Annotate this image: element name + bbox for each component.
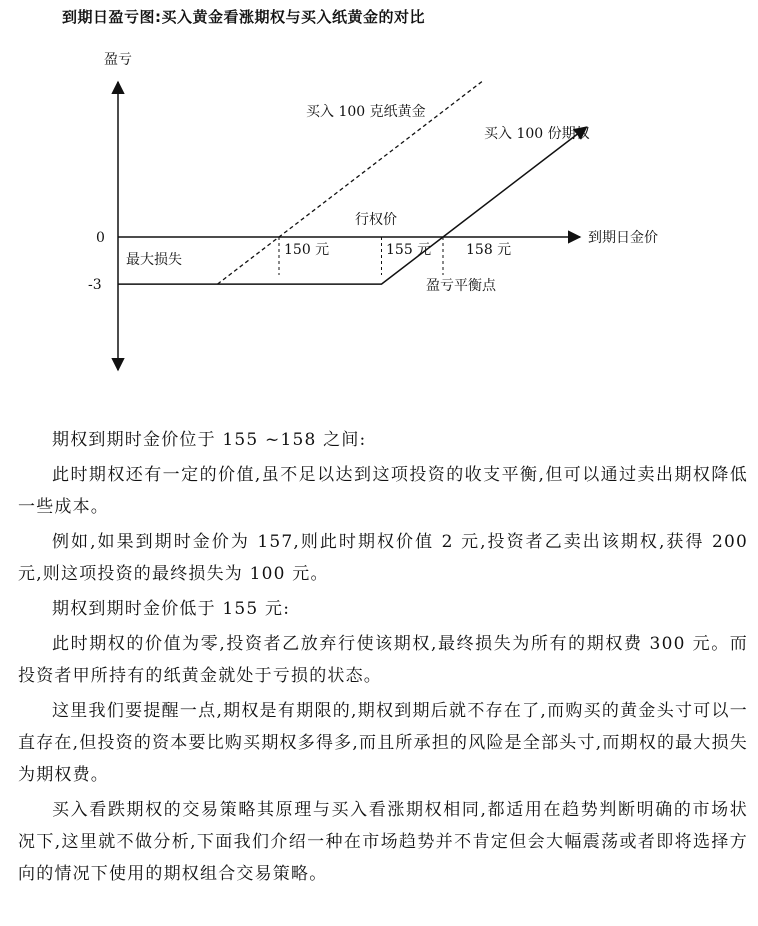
y-tick-zero: 0 xyxy=(96,230,105,246)
max-loss-label: 最大损失 xyxy=(126,252,182,268)
marker-label-158: 158 元 xyxy=(466,242,512,258)
figure-title: 到期日盈亏图:买入黄金看涨期权与买入纸黄金的对比 xyxy=(62,8,426,26)
line-label-option: 买入 100 份期权 xyxy=(484,126,590,142)
paragraph-7: 买入看跌期权的交易策略其原理与买入看涨期权相同,都适用在趋势判断明确的市场状况下,这里就不做分析,下面我们介绍一种在市场趋势并不肯定但会大幅震荡或者即将选择方向的情况下使用的期权组合交易策略。 xyxy=(18,800,748,884)
payoff-chart xyxy=(0,40,758,380)
y-axis-label: 盈亏 xyxy=(104,52,132,68)
series-line-option xyxy=(118,127,587,284)
line-label-paper-gold: 买入 100 克纸黄金 xyxy=(306,104,426,120)
y-tick-neg3: -3 xyxy=(88,277,102,293)
x-axis-label: 到期日金价 xyxy=(588,230,658,246)
paragraph-3: 例如,如果到期时金价为 157,则此时期权价值 2 元,投资者乙卖出该期权,获得 200 元,则这项投资的最终损失为 100 元。 xyxy=(18,532,748,584)
paragraph-6: 这里我们要提醒一点,期权是有期限的,期权到期后就不存在了,而购买的黄金头寸可以一直存在,但投资的资本要比购买期权多得多,而且所承担的风险是全部头寸,而期权的最大损失为期权费。 xyxy=(18,701,748,785)
marker-label-155: 155 元 xyxy=(386,242,432,258)
paragraph-5: 此时期权的价值为零,投资者乙放弃行使该期权,最终损失为所有的期权费 300 元。而投资者甲所持有的纸黄金就处于亏损的状态。 xyxy=(18,634,748,686)
strike-label: 行权价 xyxy=(355,212,397,228)
marker-label-150: 150 元 xyxy=(284,242,330,258)
paragraph-2: 此时期权还有一定的价值,虽不足以达到这项投资的收支平衡,但可以通过卖出期权降低一些成本。 xyxy=(18,465,748,517)
body-text xyxy=(18,424,748,890)
paragraph-1: 期权到期时金价位于 155 ~158 之间: xyxy=(52,430,367,450)
breakeven-label: 盈亏平衡点 xyxy=(426,278,496,294)
paragraph-4: 期权到期时金价低于 155 元: xyxy=(52,599,291,619)
